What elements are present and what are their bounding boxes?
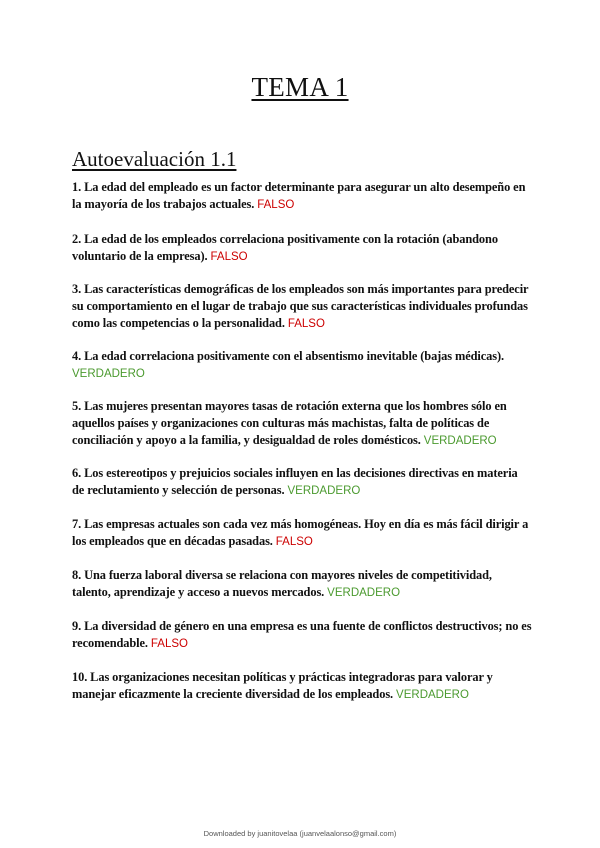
page-title: TEMA 1 <box>251 72 349 102</box>
question-item <box>72 516 532 551</box>
answer-falso: FALSO <box>150 638 188 650</box>
answer-verdadero: VERDADERO <box>396 689 469 701</box>
answer-verdadero: VERDADERO <box>327 587 401 599</box>
question-text: 1. La edad del empleado es un factor determinante para asegurar un alto desempeño en la mayoría de los trabajos actuales. <box>72 180 526 211</box>
answer-falso: FALSO <box>287 318 325 330</box>
question-text: 4. La edad correlaciona positivamente con el absentismo inevitable (bajas médicas). <box>72 349 504 363</box>
question-item <box>72 465 532 500</box>
question-item <box>72 179 532 214</box>
question-text: 7. Las empresas actuales son cada vez más homogéneas. Hoy en día es más fácil dirigir a los empleados que en décadas pasadas. <box>72 517 529 548</box>
answer-falso: FALSO <box>275 536 313 548</box>
question-text: 2. La edad de los empleados correlaciona positivamente con la rotación (abandono voluntario de la empresa). <box>72 232 498 263</box>
question-list <box>72 179 532 704</box>
question-text: 5. Las mujeres presentan mayores tasas de rotación externa que los hombres sólo en aquellos países y organizaciones con culturas más machistas, falta de políticas de conciliación y apoyo a la familia, y desigualdad de roles domésticos. <box>72 399 507 447</box>
question-item <box>72 281 532 333</box>
question-item <box>72 231 532 266</box>
answer-falso: FALSO <box>210 251 248 263</box>
answer-verdadero: VERDADERO <box>423 435 497 447</box>
question-item <box>72 348 532 383</box>
download-footer: Downloaded by juanitovelaa (juanvelaalonso@gmail.com) <box>203 829 397 838</box>
question-item <box>72 398 532 450</box>
answer-verdadero: VERDADERO <box>287 485 361 497</box>
question-item <box>72 669 532 704</box>
question-item <box>72 618 532 653</box>
question-text: 3. Las características demográficas de los empleados son más importantes para predecir su comportamiento en el lugar de trabajo que sus características individuales profundas como las competencias o la personalidad. <box>72 282 529 330</box>
question-text: 9. La diversidad de género en una empresa es una fuente de conflictos destructivos; no es recomendable. <box>72 619 532 650</box>
question-text: 6. Los estereotipos y prejuicios sociales influyen en las decisiones directivas en materia de reclutamiento y selección de personas. <box>72 466 518 497</box>
section-title: Autoevaluación 1.1 <box>72 147 237 171</box>
question-text: 8. Una fuerza laboral diversa se relaciona con mayores niveles de competitividad, talento, aprendizaje y acceso a nuevos mercados. <box>72 568 492 599</box>
question-text: 10. Las organizaciones necesitan políticas y prácticas integradoras para valorar y manejar eficazmente la creciente diversidad de los empleados. <box>72 670 493 701</box>
answer-verdadero: VERDADERO <box>72 368 145 380</box>
answer-falso: FALSO <box>257 199 295 211</box>
question-item <box>72 567 532 602</box>
